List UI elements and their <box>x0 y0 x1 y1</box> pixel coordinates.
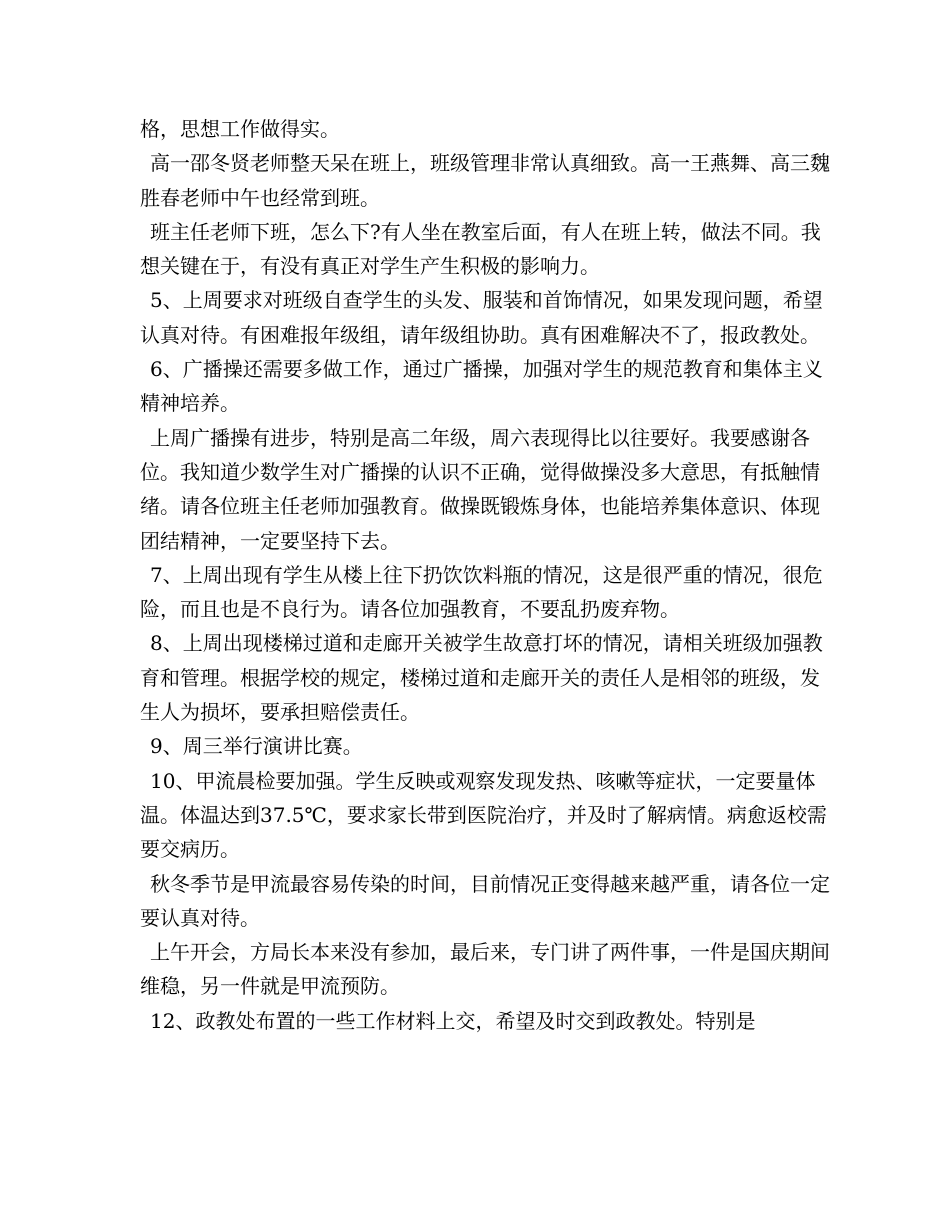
paragraph-1: 格，思想工作做得实。 <box>140 117 340 141</box>
paragraph-7: 7、上周出现有学生从楼上往下扔饮饮料瓶的情况，这是很严重的情况，很危险，而且也是不良行为。请各位加强教育，不要乱扔废弃物。 <box>140 562 823 622</box>
paragraph-12: 上午开会，方局长本来没有参加，最后来，专门讲了两件事，一件是国庆期间维稳，另一件就是甲流预防。 <box>140 940 830 999</box>
paragraph-3: 班主任老师下班，怎么下?有人坐在教室后面，有人在班上转，做法不同。我想关键在于，有没有真正对学生产生积极的影响力。 <box>140 219 821 279</box>
paragraph-6: 上周广播操有进步，特别是高二年级，周六表现得比以往要好。我要感谢各位。我知道少数学生对广播操的认识不正确，觉得做操没多大意思，有抵触情绪。请各位班主任老师加强教育。做操既锻炼身体，也能培养集体意识、体现团结精神，一定要坚持下去。 <box>140 425 820 553</box>
paragraph-2: 高一邵冬贤老师整天呆在班上，班级管理非常认真细致。高一王燕舞、高三魏胜春老师中午也经常到班。 <box>140 151 830 210</box>
paragraph-4: 5、上周要求对班级自查学生的头发、服装和首饰情况，如果发现问题，希望认真对待。有困难报年级组，请年级组协助。真有困难解决不了，报政教处。 <box>140 288 823 347</box>
paragraph-9: 9、周三举行演讲比赛。 <box>150 734 363 759</box>
paragraph-13: 12、政教处布置的一些工作材料上交，希望及时交到政教处。特别是 <box>150 1008 756 1033</box>
paragraph-11: 秋冬季节是甲流最容易传染的时间，目前情况正变得越来越严重，请各位一定要认真对待。 <box>140 871 830 930</box>
paragraph-5: 6、广播操还需要多做工作，通过广播操，加强对学生的规范教育和集体主义精神培养。 <box>140 357 823 416</box>
paragraph-10: 10、甲流晨检要加强。学生反映或观察发现发热、咳嗽等症状，一定要量体温。体温达到37.5℃，要求家长带到医院治疗，并及时了解病情。病愈返校需要交病历。 <box>140 768 827 862</box>
document-body <box>140 112 830 1038</box>
paragraph-8: 8、上周出现楼梯过道和走廊开关被学生故意打坏的情况，请相关班级加强教育和管理。根据学校的规定，楼梯过道和走廊开关的责任人是相邻的班级，发生人为损坏，要承担赔偿责任。 <box>140 631 823 725</box>
